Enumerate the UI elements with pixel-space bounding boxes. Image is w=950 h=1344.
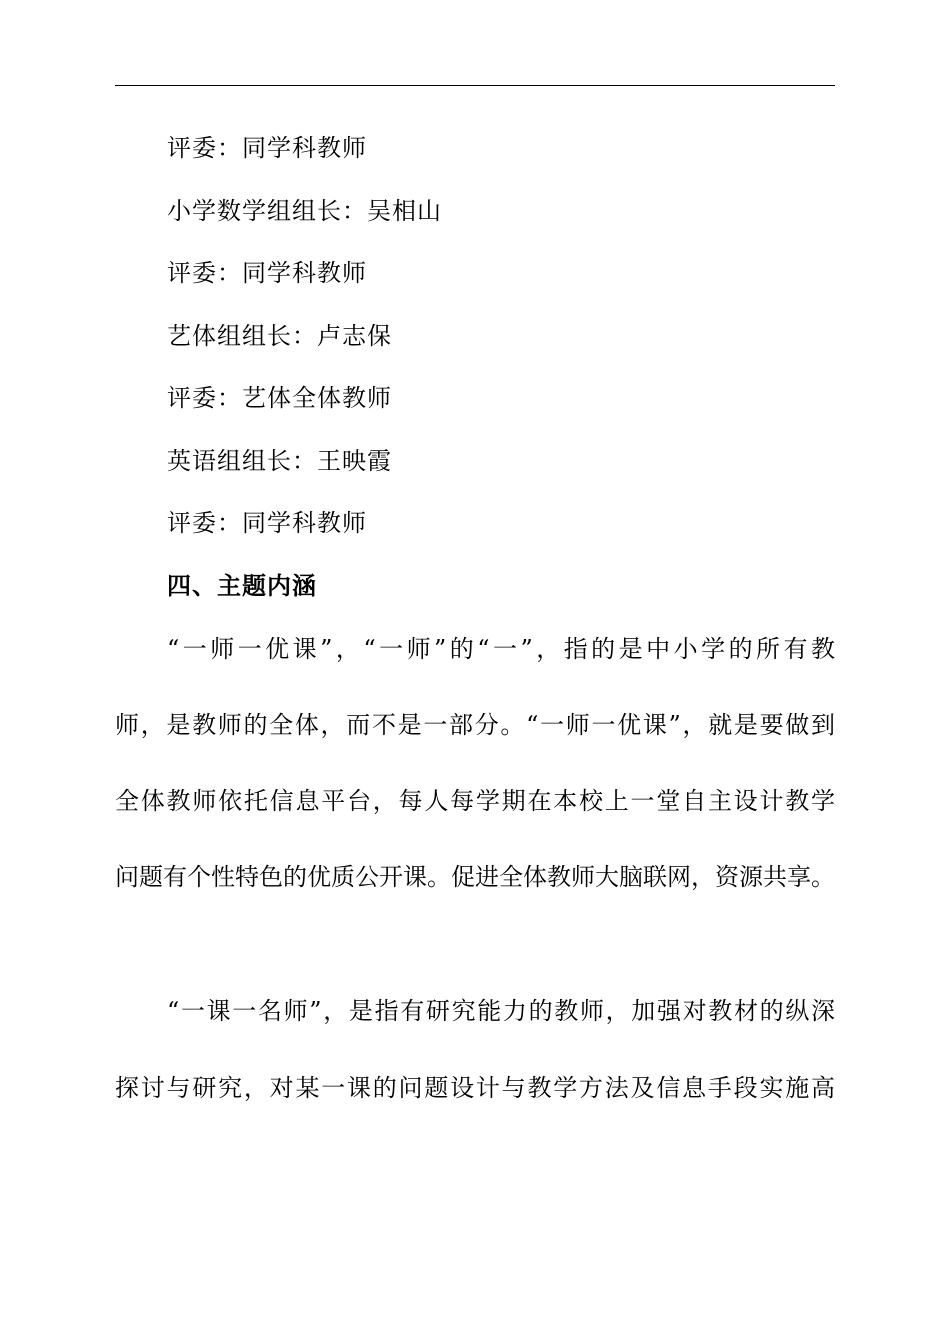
header-rule <box>115 85 835 86</box>
paragraph-line: “一师一优课”，“一师”的“一”，指的是中小学的所有教 <box>167 635 835 663</box>
group-leader-line: 艺体组组长：卢志保 <box>167 322 392 350</box>
committee-line: 评委：同学科教师 <box>167 134 367 162</box>
committee-line: 评委：同学科教师 <box>167 259 367 287</box>
committee-line: 评委：同学科教师 <box>167 509 367 537</box>
paragraph-line: 全体教师依托信息平台，每人每学期在本校上一堂自主设计教学 <box>115 787 835 815</box>
section-heading: 四、主题内涵 <box>167 572 317 600</box>
group-leader-line: 小学数学组组长：吴相山 <box>167 197 442 225</box>
paragraph-line: 探讨与研究，对某一课的问题设计与教学方法及信息手段实施高 <box>115 1074 835 1102</box>
paragraph-line: 问题有个性特色的优质公开课。促进全体教师大脑联网，资源共享。 <box>115 863 835 891</box>
committee-line: 评委：艺体全体教师 <box>167 384 392 412</box>
paragraph-line: “一课一名师”，是指有研究能力的教师，加强对教材的纵深 <box>167 997 835 1025</box>
paragraph-line: 师，是教师的全体，而不是一部分。“一师一优课”，就是要做到 <box>115 711 835 739</box>
group-leader-line: 英语组组长：王映霞 <box>167 447 392 475</box>
